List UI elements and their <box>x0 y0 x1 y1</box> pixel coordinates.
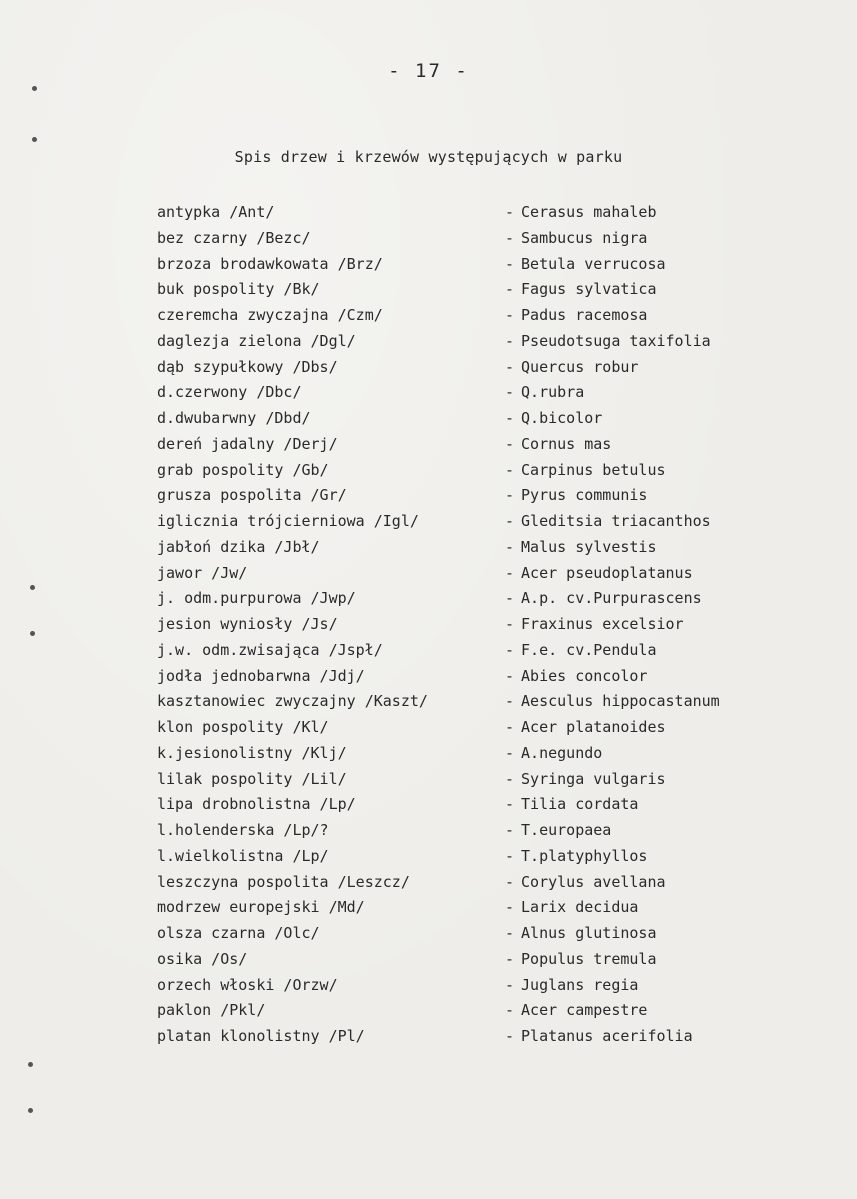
dash-separator: - <box>505 898 515 917</box>
polish-name: dereń jadalny /Derj/ <box>157 434 338 453</box>
latin-name: Corylus avellana <box>521 872 666 891</box>
list-item <box>157 303 777 329</box>
list-item <box>157 252 777 278</box>
list-item <box>157 870 777 896</box>
list-item <box>157 483 777 509</box>
dash-separator: - <box>505 846 515 865</box>
polish-name: klon pospolity /Kl/ <box>157 718 329 736</box>
latin-name: Padus racemosa <box>521 306 648 324</box>
latin-name: Cornus mas <box>521 434 612 453</box>
latin-name-cell <box>505 432 611 458</box>
list-item <box>157 638 777 664</box>
latin-name: Quercus robur <box>521 357 639 376</box>
polish-name: dąb szypułkowy /Dbs/ <box>157 357 338 376</box>
list-item <box>157 277 777 303</box>
polish-name: d.czerwony /Dbc/ <box>157 383 302 402</box>
polish-name: l.holenderska /Lp/? <box>157 821 329 839</box>
dash-separator: - <box>505 280 515 299</box>
polish-name: lipa drobnolistna /Lp/ <box>157 795 356 814</box>
polish-name: k.jesionolistny /Klj/ <box>157 743 347 762</box>
latin-name-cell <box>505 200 657 226</box>
latin-name-cell <box>505 973 638 999</box>
latin-name-cell <box>505 715 666 741</box>
latin-name: Aesculus hippocastanum <box>521 692 720 711</box>
list-item <box>157 612 777 638</box>
punch-mark <box>28 1108 33 1113</box>
polish-name: jawor /Jw/ <box>157 563 248 582</box>
latin-name-cell <box>505 1024 693 1050</box>
latin-name-cell <box>505 664 647 690</box>
dash-separator: - <box>505 692 515 711</box>
polish-name: j.w. odm.zwisająca /Jspł/ <box>157 640 383 659</box>
dash-separator: - <box>505 795 515 814</box>
dash-separator: - <box>505 666 515 685</box>
list-item <box>157 355 777 381</box>
polish-name: bez czarny /Bezc/ <box>157 228 311 247</box>
dash-separator: - <box>505 434 515 453</box>
dash-separator: - <box>505 615 515 633</box>
latin-name-cell <box>505 355 638 381</box>
dash-separator: - <box>505 821 515 839</box>
polish-name: lilak pospolity /Lil/ <box>157 769 347 788</box>
polish-name: jabłoń dzika /Jbł/ <box>157 537 320 556</box>
dash-separator: - <box>505 1027 515 1045</box>
polish-name: czeremcha zwyczajna /Czm/ <box>157 306 383 324</box>
latin-name: Tilia cordata <box>521 795 639 814</box>
dash-separator: - <box>505 718 515 736</box>
polish-name: olsza czarna /Olc/ <box>157 924 320 942</box>
polish-name: paklon /Pkl/ <box>157 1001 266 1020</box>
latin-name-cell <box>505 303 647 329</box>
dash-separator: - <box>505 924 515 942</box>
latin-name-cell <box>505 947 657 973</box>
dash-separator: - <box>505 949 515 968</box>
latin-name-cell <box>505 792 638 818</box>
latin-name-cell <box>505 689 720 715</box>
list-item <box>157 998 777 1024</box>
species-list <box>157 200 777 1050</box>
latin-name: Cerasus mahaleb <box>521 203 657 221</box>
list-item <box>157 226 777 252</box>
dash-separator: - <box>505 306 515 324</box>
punch-mark <box>32 86 37 91</box>
polish-name: orzech włoski /Orzw/ <box>157 975 338 994</box>
dash-separator: - <box>505 975 515 994</box>
dash-separator: - <box>505 409 515 427</box>
dash-separator: - <box>505 486 515 505</box>
latin-name-cell <box>505 844 647 870</box>
latin-name-cell <box>505 998 647 1024</box>
dash-separator: - <box>505 640 515 659</box>
latin-name: Acer campestre <box>521 1001 648 1020</box>
list-item <box>157 664 777 690</box>
dash-separator: - <box>505 228 515 247</box>
dash-separator: - <box>505 589 515 608</box>
latin-name-cell <box>505 818 611 844</box>
latin-name-cell <box>505 921 657 947</box>
latin-name-cell <box>505 329 711 355</box>
latin-name: Q.rubra <box>521 383 585 402</box>
latin-name-cell <box>505 638 657 664</box>
latin-name: Acer pseudoplatanus <box>521 563 693 582</box>
list-item <box>157 432 777 458</box>
polish-name: jodła jednobarwna /Jdj/ <box>157 666 365 685</box>
polish-name: osika /Os/ <box>157 949 248 968</box>
page-number: - 17 - <box>388 60 469 82</box>
latin-name: Juglans regia <box>521 975 639 994</box>
list-item <box>157 818 777 844</box>
list-item <box>157 973 777 999</box>
dash-separator: - <box>505 512 515 530</box>
latin-name-cell <box>505 895 638 921</box>
latin-name-cell <box>505 561 693 587</box>
polish-name: modrzew europejski /Md/ <box>157 898 365 917</box>
latin-name-cell <box>505 535 657 561</box>
dash-separator: - <box>505 460 515 479</box>
list-item <box>157 200 777 226</box>
list-item <box>157 535 777 561</box>
list-item <box>157 895 777 921</box>
latin-name: T.platyphyllos <box>521 846 648 865</box>
latin-name: Abies concolor <box>521 666 648 685</box>
punch-mark <box>32 137 37 142</box>
polish-name: daglezja zielona /Dgl/ <box>157 331 356 350</box>
dash-separator: - <box>505 743 515 762</box>
latin-name: Malus sylvestis <box>521 537 657 556</box>
list-item <box>157 741 777 767</box>
list-item <box>157 380 777 406</box>
latin-name: T.europaea <box>521 821 612 839</box>
latin-name-cell <box>505 226 647 252</box>
list-item <box>157 561 777 587</box>
latin-name: A.negundo <box>521 743 603 762</box>
dash-separator: - <box>505 383 515 402</box>
latin-name: Platanus acerifolia <box>521 1027 693 1045</box>
list-item <box>157 947 777 973</box>
latin-name-cell <box>505 612 684 638</box>
latin-name: Alnus glutinosa <box>521 924 657 942</box>
list-item <box>157 509 777 535</box>
list-item <box>157 921 777 947</box>
polish-name: grusza pospolita /Gr/ <box>157 486 347 505</box>
polish-name: brzoza brodawkowata /Brz/ <box>157 254 383 273</box>
latin-name-cell <box>505 380 584 406</box>
polish-name: l.wielkolistna /Lp/ <box>157 846 329 865</box>
latin-name-cell <box>505 741 602 767</box>
latin-name: Pyrus communis <box>521 486 648 505</box>
polish-name: d.dwubarwny /Dbd/ <box>157 409 311 427</box>
polish-name: buk pospolity /Bk/ <box>157 280 320 299</box>
latin-name: Populus tremula <box>521 949 657 968</box>
latin-name-cell <box>505 509 711 535</box>
list-item <box>157 767 777 793</box>
latin-name-cell <box>505 277 657 303</box>
polish-name: jesion wyniosły /Js/ <box>157 615 338 633</box>
list-item <box>157 586 777 612</box>
latin-name-cell <box>505 483 647 509</box>
latin-name-cell <box>505 870 666 896</box>
list-item <box>157 458 777 484</box>
polish-name: iglicznia trójcierniowa /Igl/ <box>157 512 419 530</box>
dash-separator: - <box>505 537 515 556</box>
list-item <box>157 406 777 432</box>
punch-mark <box>30 585 35 590</box>
latin-name-cell <box>505 406 602 432</box>
latin-name: Betula verrucosa <box>521 254 666 273</box>
latin-name: F.e. cv.Pendula <box>521 640 657 659</box>
page-title: Spis drzew i krzewów występujących w parku <box>234 148 623 166</box>
polish-name: leszczyna pospolita /Leszcz/ <box>157 872 410 891</box>
list-item <box>157 1024 777 1050</box>
list-item <box>157 689 777 715</box>
latin-name: Syringa vulgaris <box>521 769 666 788</box>
list-item <box>157 329 777 355</box>
polish-name: antypka /Ant/ <box>157 203 275 221</box>
list-item <box>157 792 777 818</box>
polish-name: grab pospolity /Gb/ <box>157 460 329 479</box>
latin-name-cell <box>505 252 666 278</box>
latin-name: Pseudotsuga taxifolia <box>521 331 711 350</box>
latin-name: Q.bicolor <box>521 409 603 427</box>
latin-name-cell <box>505 458 666 484</box>
dash-separator: - <box>505 563 515 582</box>
latin-name: Carpinus betulus <box>521 460 666 479</box>
dash-separator: - <box>505 203 515 221</box>
latin-name: Gleditsia triacanthos <box>521 512 711 530</box>
polish-name: platan klonolistny /Pl/ <box>157 1027 365 1045</box>
polish-name: kasztanowiec zwyczajny /Kaszt/ <box>157 692 428 711</box>
latin-name-cell <box>505 586 702 612</box>
latin-name: Larix decidua <box>521 898 639 917</box>
dash-separator: - <box>505 1001 515 1020</box>
dash-separator: - <box>505 331 515 350</box>
dash-separator: - <box>505 357 515 376</box>
latin-name: Acer platanoides <box>521 718 666 736</box>
list-item <box>157 844 777 870</box>
latin-name: Fagus sylvatica <box>521 280 657 299</box>
dash-separator: - <box>505 769 515 788</box>
punch-mark <box>28 1062 33 1067</box>
polish-name: j. odm.purpurowa /Jwp/ <box>157 589 356 608</box>
latin-name: Fraxinus excelsior <box>521 615 684 633</box>
latin-name: Sambucus nigra <box>521 228 648 247</box>
latin-name-cell <box>505 767 666 793</box>
punch-mark <box>30 631 35 636</box>
dash-separator: - <box>505 254 515 273</box>
latin-name: A.p. cv.Purpurascens <box>521 589 702 608</box>
list-item <box>157 715 777 741</box>
dash-separator: - <box>505 872 515 891</box>
